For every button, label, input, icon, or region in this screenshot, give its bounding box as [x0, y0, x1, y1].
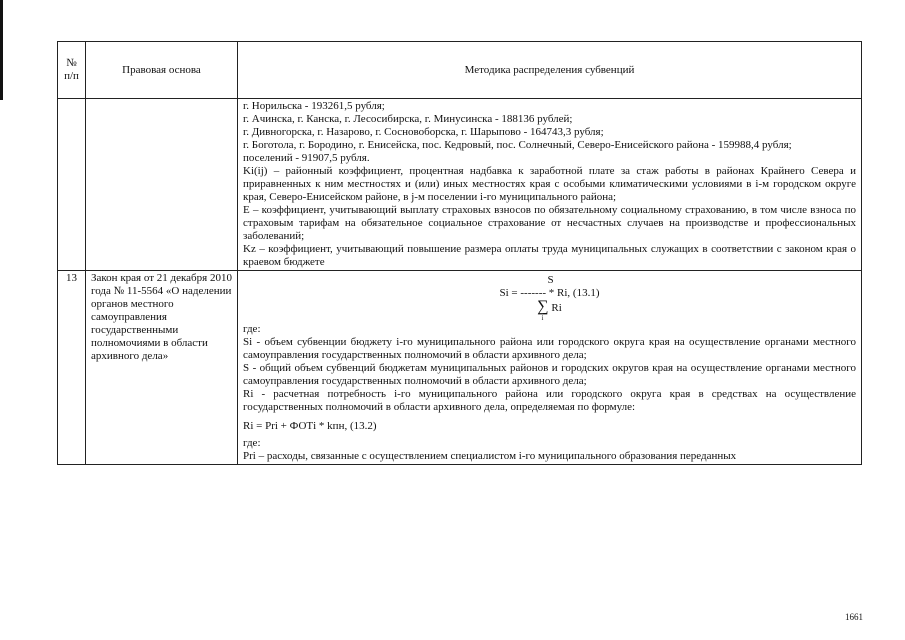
- scan-edge-mark: [0, 0, 3, 100]
- row1-line: E – коэффициент, учитывающий выплату страховых взносов по обязательному социальному страхованию, в том числе взноса по страховым тарифам на обязательное социальное страхование от несчастных случаев на производстве и профессиональных заболеваний;: [243, 204, 856, 242]
- gde-label: где:: [243, 437, 261, 449]
- row1-method: [238, 99, 862, 271]
- formula-denominator-ri: Ri: [551, 302, 562, 314]
- row1-line: поселений - 91907,5 рубля.: [243, 152, 370, 164]
- header-num: № п/п: [58, 42, 86, 99]
- def-s: S - общий объем субвенций бюджетам муниципальных районов и городских округов края на осуществление органами местного самоуправления государственных полномочий в области архивного дела;: [243, 362, 856, 387]
- row2-method: [238, 271, 862, 465]
- row1-line: г. Боготола, г. Бородино, г. Енисейска, пос. Кедровый, пос. Солнечный, Северо-Енисейского района - 159988,4 рубля;: [243, 139, 792, 151]
- row2-basis: Закон края от 21 декабря 2010 года № 11-5564 «О наделении органов местного самоуправления государственными полномочиями в области архивного дела»: [86, 271, 238, 465]
- header-method: Методика распределения субвенций: [238, 42, 862, 99]
- def-si: Si - объем субвенции бюджету i-го муниципального района или городского округа края на осуществление органами местного самоуправления государственных полномочий в области архивного дела;: [243, 336, 856, 361]
- row1-num: [58, 99, 86, 271]
- def-ri: Ri - расчетная потребность i-го муниципального района или городского округа края в средствах на осуществление государственных полномочий в области архивного дела, определяемая по формуле:: [243, 388, 856, 413]
- formula-13-1: [243, 274, 856, 321]
- formula-denominator: [243, 300, 856, 315]
- sigma-subscript: i: [541, 314, 544, 322]
- row2-num: 13: [58, 271, 86, 465]
- formula-main: Si = ------- * Ri, (13.1): [499, 287, 600, 299]
- formula-13-2: Ri = Pri + ФОТi * kпн, (13.2): [243, 420, 377, 432]
- table-header-row: [58, 42, 862, 99]
- table-row: [58, 99, 862, 271]
- def-pri: Pri – расходы, связанные с осуществлением специалистом i-го муниципального образования переданных: [243, 450, 737, 462]
- page-number: 1661: [845, 612, 863, 622]
- sigma-symbol: ∑: [537, 298, 549, 315]
- row1-line: Kz – коэффициент, учитывающий повышение размера оплаты труда муниципальных служащих в соответствии с законом края о краевом бюджете: [243, 243, 856, 268]
- row1-line: г. Норильска - 193261,5 рубля;: [243, 100, 385, 112]
- row1-line: г. Ачинска, г. Канска, г. Лесосибирска, г. Минусинска - 188136 рублей;: [243, 113, 573, 125]
- row1-basis: [86, 99, 238, 271]
- gde-label: где:: [243, 323, 261, 335]
- row1-line: г. Дивногорска, г. Назарово, г. Сосновоборска, г. Шарыпово - 164743,3 рубля;: [243, 126, 604, 138]
- table-row: [58, 271, 862, 465]
- formula-numerator: S: [547, 274, 554, 286]
- row1-line: Ki(ij) – районный коэффициент, процентная надбавка к заработной плате за стаж работы в районах Крайнего Севера и приравненных к ним местностях и (или) иных местностях края с особыми климатическими условиями в i-м городском округе края, Северо-Енисейском районе, в j-м поселении i-го муниципального района;: [243, 165, 856, 203]
- subsidy-table: [57, 41, 862, 465]
- header-basis: Правовая основа: [86, 42, 238, 99]
